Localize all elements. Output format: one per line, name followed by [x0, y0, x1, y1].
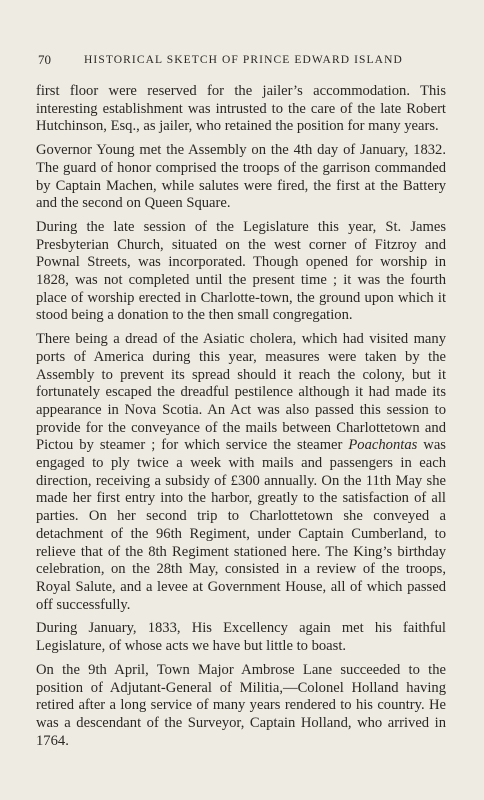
paragraph-governor-young: Governor Young met the Assembly on the 4th day of January, 1832. The guard of honor comprised the troops of the garrison commanded by Captain Machen, while salutes were fired, the first at the Battery and the second on Queen Square.: [36, 142, 446, 212]
paragraph-jailer: first floor were reserved for the jailer’s accommodation. This interesting establishment was intrusted to the care of the late Robert Hutchinson, Esq., as jailer, who retained the position for many years.: [36, 83, 446, 135]
page-number: 70: [38, 52, 51, 67]
paragraph-st-james-church: During the late session of the Legislature this year, St. James Presbyterian Church, situated on the west corner of Fitzroy and Pownal Streets, was incorporated. Though opened for worship in 1828, was not completed until the present time ; it was the fourth place of worship erected in Charlotte-town, the ground upon which it stood being a donation to the then small congregation.: [36, 218, 446, 324]
paragraph-january-1833: During January, 1833, His Excellency again met his faithful Legislature, of whose acts we have but little to boast.: [36, 620, 446, 655]
running-head: [38, 52, 446, 68]
running-title: HISTORICAL SKETCH OF PRINCE EDWARD ISLAND: [84, 54, 403, 66]
paragraph-segment: There being a dread of the Asiatic cholera, which had visited many ports of America during this year, measures were taken by the Assembly to prevent its spread should it reach the colony, but it fortunately escaped the dreadful pestilence although it had made its appearance in Nova Scotia. An Act was also passed this session to provide for the conveyance of the mails between Charlottetown and Pictou by steamer ; for which service the steamer: [36, 331, 446, 454]
paragraph-adjutant-general: On the 9th April, Town Major Ambrose Lane succeeded to the position of Adjutant-General of Militia,—Colonel Holland having retired after a long service of many years rendered to his country. He was a descendant of the Surveyor, Captain Holland, who arrived in 1764.: [36, 661, 446, 749]
paragraph-segment: was engaged to ply twice a week with mails and passengers in each direction, receiving a subsidy of £300 annually. On the 11th May she made her first entry into the harbor, greatly to the satisfaction of all parties. On her second trip to Charlottetown she conveyed a detachment of the 96th Regiment, under Captain Cumberland, to relieve that of the 8th Regiment stationed here. The King’s birthday celebration, on the 28th May, consisted in a review of the troops, Royal Salute, and a levee at Government House, all of which passed off successfully.: [36, 437, 446, 613]
paragraph-asiatic-cholera: [36, 331, 446, 614]
body-text: [36, 83, 446, 756]
ship-name: Poachontas: [348, 437, 418, 454]
